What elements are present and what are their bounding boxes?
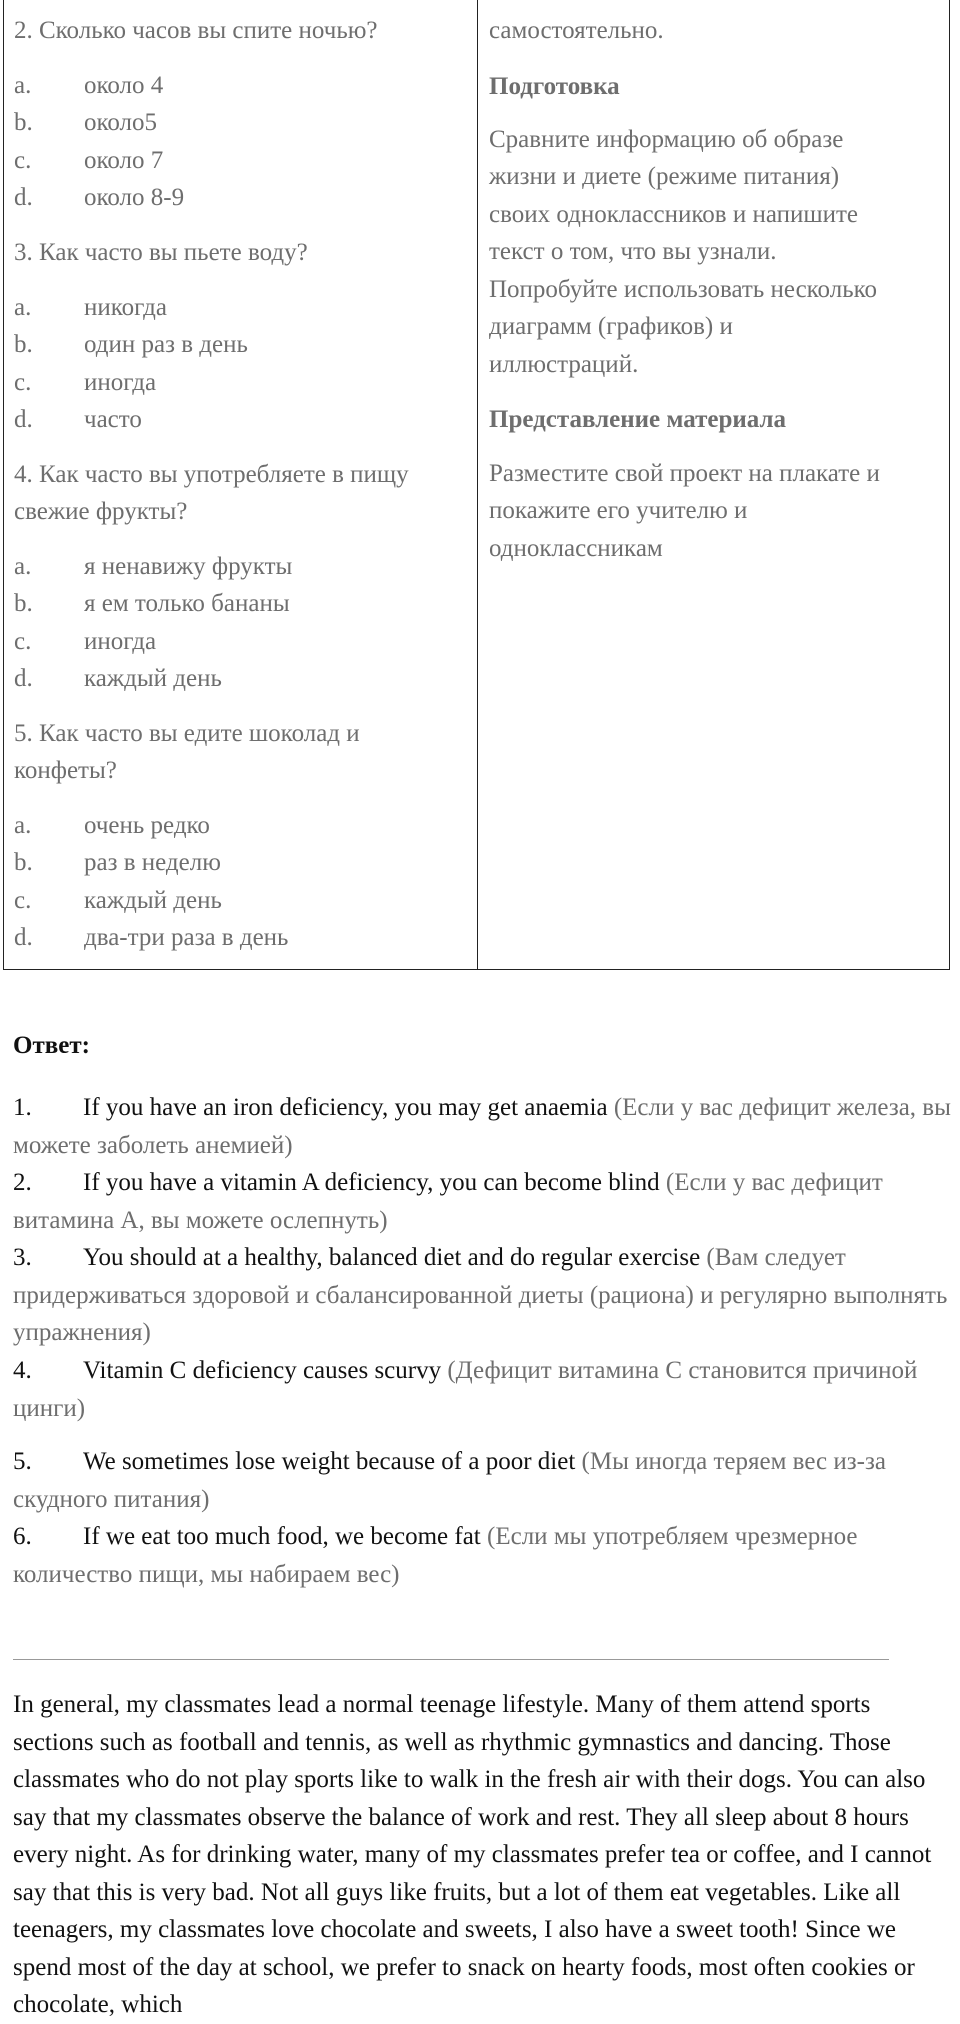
answer-number: 3. bbox=[13, 1244, 32, 1271]
answer-russian: (Дефицит витамина С становится причиной цинги) bbox=[13, 1357, 918, 1422]
answer-russian: (Если у вас дефицит железа, вы можете заболеть анемией) bbox=[13, 1094, 951, 1159]
survey-project-table: 2. Сколько часов вы спите ночью? a. около 4 b. около5 c. около 7 d. около 8-9 3. Как часто вы пьете воду? a. никогда b. один раз в день c. иногда d. часто 4. Как часто вы употребляете в пищу свежие фрукты? a. я ненавижу фрукты b. я ем только бананы c. иногда d. каждый день 5. Как часто вы едите шоколад и конфеты? a. очень редко b. раз в неделю c. каждый день d. два-три раза в день самостоятельно. Подготовка Сравните информацию об образе жизни и диете (режиме питания) своих одноклассников и напишите текст о том, что вы узнали. Попробуйте использовать несколько диаграмм (графиков) и иллюстраций. Представление материала Разместите свой проект на плакате и покажите его учителю и одноклассникам bbox=[3, 0, 950, 970]
question-4-cont: свежие фрукты? bbox=[14, 498, 188, 525]
answer-item-4 bbox=[13, 1352, 958, 1427]
answer-english: If we eat too much food, we become fat bbox=[83, 1523, 481, 1550]
answer-number: 1. bbox=[13, 1094, 32, 1121]
answer-number: 2. bbox=[13, 1169, 32, 1196]
prep-line: своих одноклассников и напишите bbox=[489, 201, 859, 228]
prep-line: Попробуйте использовать несколько bbox=[489, 276, 877, 303]
question-5: 5. Как часто вы едите шоколад и bbox=[14, 720, 360, 747]
prep-heading: Подготовка bbox=[489, 73, 620, 100]
answer-russian: (Мы иногда теряем вес из-за скудного питания) bbox=[13, 1448, 886, 1513]
presentation-line: одноклассникам bbox=[489, 535, 663, 562]
prep-line: диаграмм (графиков) и bbox=[489, 313, 733, 340]
essay-paragraph: In general, my classmates lead a normal teenage lifestyle. Many of them attend sports sections such as football and tennis, as well as rhythmic gymnastics and dancing. Those classmates who do not play sports like to walk in the fresh air with their dogs. You can also say that my classmates observe the balance of work and rest. They all sleep about 8 hours every night. As for drinking water, many of my classmates prefer tea or coffee, and I cannot say that this is very bad. Not all guys like fruits, but a lot of them eat vegetables. Like all teenagers, my classmates love chocolate and sweets, I also have a sweet tooth! Since we spend most of the day at school, we prefer to snack on hearty foods, most often cookies or chocolate, which bbox=[13, 1691, 932, 2018]
answer-number: 4. bbox=[13, 1357, 32, 1384]
answer-english: If you have an iron deficiency, you may get anaemia bbox=[83, 1094, 608, 1121]
prep-line: Сравните информацию об образе bbox=[489, 126, 844, 153]
horizontal-divider bbox=[13, 1659, 889, 1660]
answer-russian: (Если мы употребляем чрезмерное количество пищи, мы набираем вес) bbox=[13, 1523, 858, 1588]
prep-line: жизни и диете (режиме питания) bbox=[489, 163, 840, 190]
answer-english: You should at a healthy, balanced diet and do regular exercise bbox=[83, 1244, 701, 1271]
prep-line: иллюстраций. bbox=[489, 351, 639, 378]
answer-english: We sometimes lose weight because of a poor diet bbox=[83, 1448, 576, 1475]
answer-item-6 bbox=[13, 1518, 958, 1593]
answer-item-5 bbox=[13, 1443, 958, 1518]
question-5-cont: конфеты? bbox=[14, 757, 117, 784]
answer-russian: (Вам следует придерживаться здоровой и сбалансированной диеты (рациона) и регулярно выполнять упражнения) bbox=[13, 1244, 948, 1346]
question-2: 2. Сколько часов вы спите ночью? bbox=[14, 17, 378, 44]
presentation-line: покажите его учителю и bbox=[489, 497, 748, 524]
answer-item-1 bbox=[13, 1089, 958, 1164]
answer-title: Ответ: bbox=[13, 1032, 90, 1059]
prep-line: текст о том, что вы узнали. bbox=[489, 238, 777, 265]
answer-item-3 bbox=[13, 1239, 958, 1352]
presentation-line: Разместите свой проект на плакате и bbox=[489, 460, 880, 487]
answer-number: 6. bbox=[13, 1523, 32, 1550]
answer-english: If you have a vitamin A deficiency, you can become blind bbox=[83, 1169, 660, 1196]
answer-number: 5. bbox=[13, 1448, 32, 1475]
column-divider bbox=[477, 0, 478, 969]
question-4: 4. Как часто вы употребляете в пищу bbox=[14, 461, 409, 488]
presentation-heading: Представление материала bbox=[489, 406, 787, 433]
question-3: 3. Как часто вы пьете воду? bbox=[14, 239, 308, 266]
answer-russian: (Если у вас дефицит витамина А, вы можете ослепнуть) bbox=[13, 1169, 883, 1234]
answer-english: Vitamin C deficiency causes scurvy bbox=[83, 1357, 442, 1384]
answer-item-2 bbox=[13, 1164, 958, 1239]
project-intro-tail: самостоятельно. bbox=[489, 17, 664, 44]
